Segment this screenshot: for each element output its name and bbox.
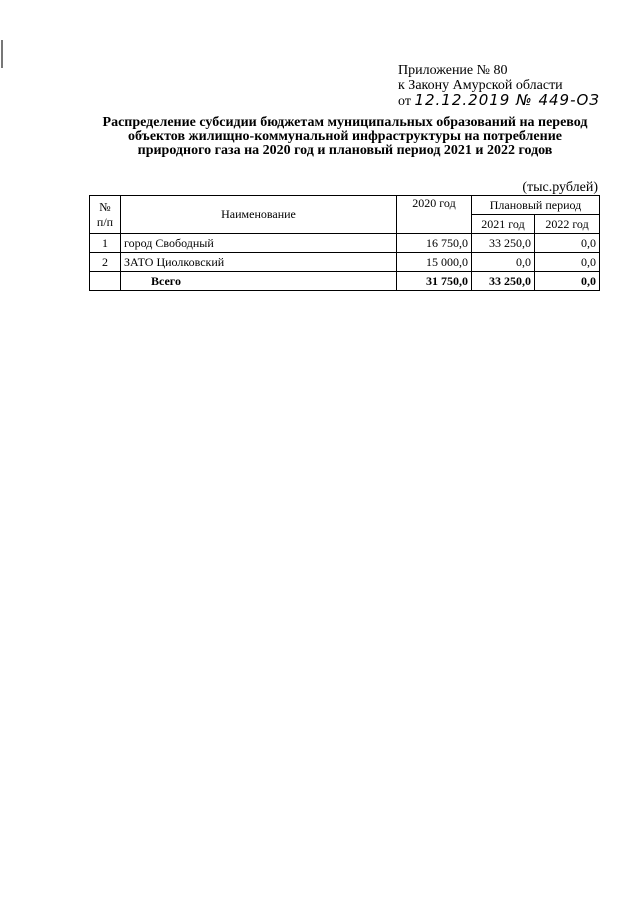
row-2021: 33 250,0 — [472, 234, 535, 253]
header-plan-period: Плановый период — [472, 196, 600, 215]
scan-edge-mark — [1, 40, 3, 68]
row-name: город Свободный — [121, 234, 397, 253]
document-title: Распределение субсидии бюджетам муниципальных образований на перевод объектов жилищно-коммунальной инфраструктуры на потребление природного газа на 2020 год и плановый период 2021 и 2022 годов — [102, 115, 588, 158]
row-2022: 0,0 — [535, 234, 600, 253]
row-name: ЗАТО Циолковский — [121, 253, 397, 272]
appendix-date-prefix: от — [398, 94, 411, 109]
header-2021: 2021 год — [472, 215, 535, 234]
row-num: 1 — [90, 234, 121, 253]
units-label: (тыс.рублей) — [522, 180, 598, 195]
total-label: Всего — [121, 272, 397, 291]
total-row — [90, 272, 600, 291]
header-2022: 2022 год — [535, 215, 600, 234]
table-row — [90, 253, 600, 272]
appendix-law: к Закону Амурской области — [398, 78, 563, 93]
appendix-reference — [398, 63, 600, 109]
total-2020: 31 750,0 — [397, 272, 472, 291]
row-2022: 0,0 — [535, 253, 600, 272]
row-2020: 15 000,0 — [397, 253, 472, 272]
total-2021: 33 250,0 — [472, 272, 535, 291]
row-num: 2 — [90, 253, 121, 272]
appendix-handwritten-date: 12.12.2019 № 449-ОЗ — [414, 91, 600, 109]
row-2021: 0,0 — [472, 253, 535, 272]
header-num: № п/п — [90, 196, 121, 234]
appendix-date-line — [398, 93, 600, 109]
subsidy-table — [89, 195, 600, 291]
header-2020: 2020 год — [397, 196, 472, 234]
appendix-number: Приложение № 80 — [398, 63, 508, 78]
total-num-cell — [90, 272, 121, 291]
table-row — [90, 234, 600, 253]
header-name: Наименование — [121, 196, 397, 234]
row-2020: 16 750,0 — [397, 234, 472, 253]
total-2022: 0,0 — [535, 272, 600, 291]
